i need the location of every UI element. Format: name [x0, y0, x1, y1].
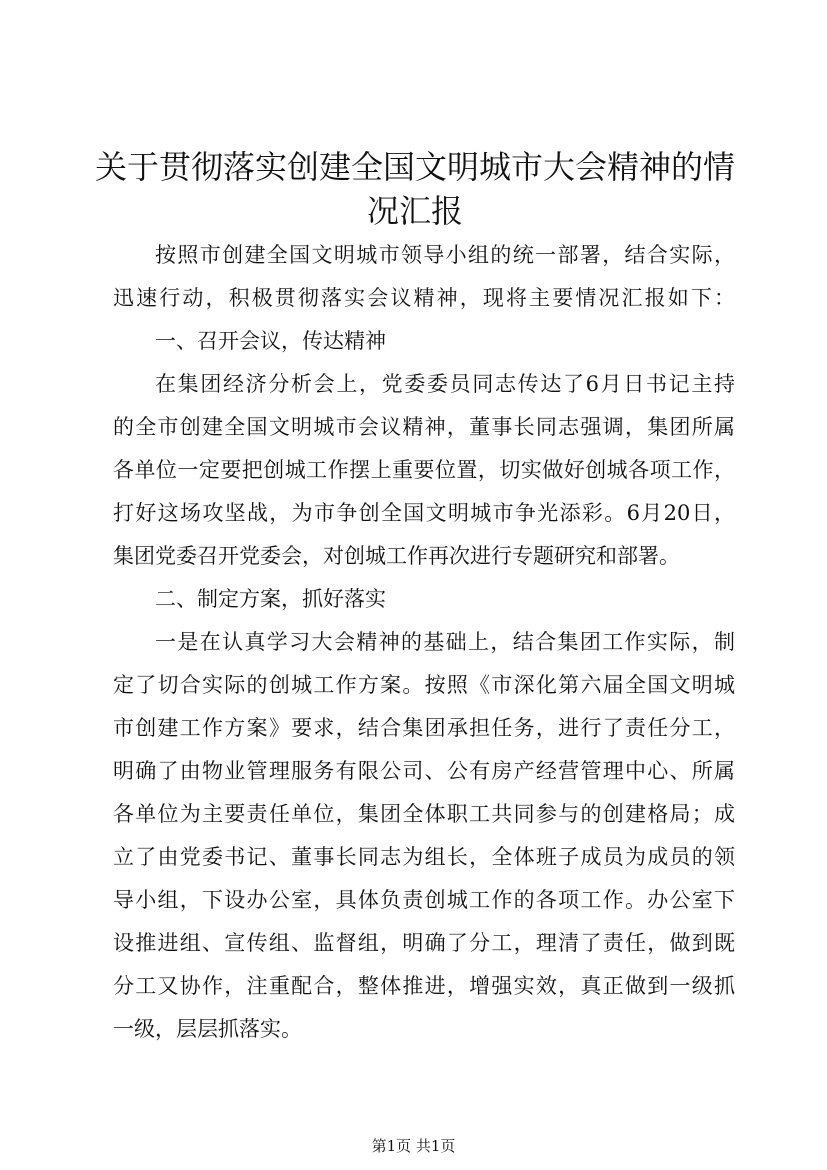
body-line-6: 各单位一定要把创城工作摆上重要位置，切实做好创城各项工作，	[113, 458, 735, 482]
body-line-13: 明确了由物业管理服务有限公司、公有房产经营管理中心、所属	[113, 759, 735, 783]
body-line-17: 设推进组、宣传组、监督组，明确了分工，理清了责任，做到既	[113, 931, 735, 955]
body-line-19: 一级，层层抓落实。	[113, 1017, 302, 1041]
body-line-5: 的全市创建全国文明城市会议精神，董事长同志强调，集团所属	[113, 415, 735, 439]
body-line-18: 分工又协作，注重配合，整体推进，增强实效，真正做到一级抓	[113, 974, 735, 998]
body-line-15: 立了由党委书记、董事长同志为组长，全体班子成员为成员的领	[113, 845, 735, 869]
body-line-4: 在集团经济分析会上，党委委员同志传达了6月日书记主持	[155, 372, 735, 396]
document-title-line-1: 关于贯彻落实创建全国文明城市大会精神的情	[94, 148, 735, 186]
body-line-11: 定了切合实际的创城工作方案。按照《市深化第六届全国文明城	[113, 673, 735, 697]
body-line-7: 打好这场攻坚战，为市争创全国文明城市争光添彩。6月20日，	[113, 501, 735, 525]
body-line-10: 一是在认真学习大会精神的基础上，结合集团工作实际，制	[155, 630, 735, 654]
body-line-14: 各单位为主要责任单位，集团全体职工共同参与的创建格局；成	[113, 802, 735, 826]
body-line-2: 迅速行动，积极贯彻落实会议精神，现将主要情况汇报如下：	[113, 286, 735, 310]
body-line-8: 集团党委召开党委会，对创城工作再次进行专题研究和部署。	[113, 544, 680, 568]
body-line-1: 按照市创建全国文明城市领导小组的统一部署，结合实际，	[155, 243, 735, 267]
section-heading-2: 二、制定方案，抓好落实	[155, 587, 386, 611]
document-title-line-2: 况汇报	[366, 192, 463, 230]
body-line-16: 导小组，下设办公室，具体负责创城工作的各项工作。办公室下	[113, 888, 735, 912]
page-footer: 第1页 共1页	[371, 1137, 456, 1155]
section-heading-1: 一、召开会议，传达精神	[155, 329, 386, 353]
body-line-12: 市创建工作方案》要求，结合集团承担任务，进行了责任分工，	[113, 716, 735, 740]
